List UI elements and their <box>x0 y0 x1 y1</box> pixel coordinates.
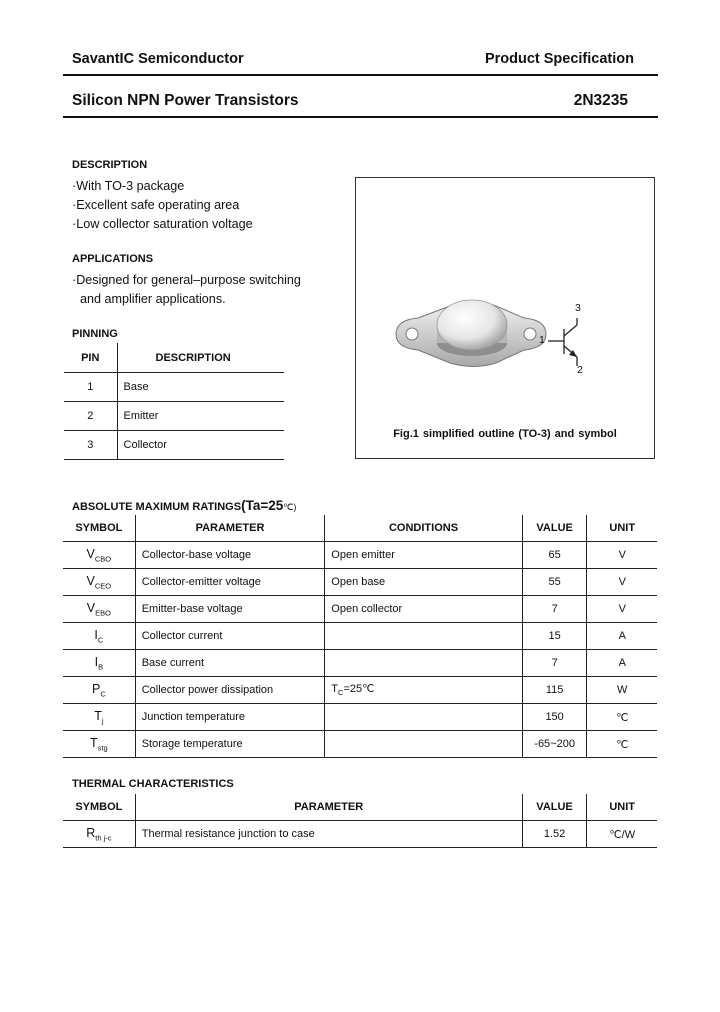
ratings-title-text: ABSOLUTE MAXIMUM RATINGS <box>72 501 242 513</box>
unit-cell: A <box>587 650 657 677</box>
condition-subscript: C <box>338 688 344 698</box>
thermal-title: THERMAL CHARACTERISTICS <box>72 778 234 790</box>
table-row <box>63 623 657 650</box>
description-list <box>72 177 253 234</box>
condition-value: =25℃ <box>343 683 375 696</box>
thermal-table <box>63 794 657 848</box>
pinning-title: PINNING <box>72 328 118 340</box>
symbol-letter: P <box>91 681 101 696</box>
col-header-value: VALUE <box>522 515 587 542</box>
product-line: Silicon NPN Power Transistors <box>72 92 299 109</box>
conditions-cell <box>325 731 522 758</box>
parameter-cell: Thermal resistance junction to case <box>135 821 522 848</box>
part-number: 2N3235 <box>573 92 628 109</box>
symbol-letter: I <box>94 627 98 642</box>
pin-description: Collector <box>117 431 284 460</box>
ratings-title <box>72 498 296 513</box>
conditions-cell <box>325 704 522 731</box>
symbol-cell <box>63 623 135 650</box>
parameter-cell: Junction temperature <box>135 704 325 731</box>
symbol-subscript: stg <box>97 743 108 753</box>
npn-symbol <box>548 318 577 366</box>
parameter-cell: Collector-emitter voltage <box>135 569 325 596</box>
symbol-letter: V <box>86 546 95 561</box>
unit-cell: W <box>587 677 657 704</box>
conditions-cell: Open emitter <box>325 542 522 569</box>
col-header-unit: UNIT <box>587 794 657 821</box>
table-row <box>63 650 657 677</box>
parameter-cell: Storage temperature <box>135 731 325 758</box>
table-row <box>63 821 657 848</box>
unit-cell: ℃/W <box>587 821 657 848</box>
symbol-letter: R <box>86 825 96 840</box>
symbol-cell <box>63 704 135 731</box>
thermal-header-row <box>63 794 657 821</box>
to3-cap <box>437 300 507 356</box>
symbol-letter: V <box>86 573 95 588</box>
symbol-subscript: j <box>101 716 104 726</box>
col-header-parameter: PARAMETER <box>135 794 522 821</box>
condition-letter: T <box>331 683 339 696</box>
applications-text <box>72 271 301 309</box>
pin-header: PIN <box>64 343 117 373</box>
value-cell: -65~200 <box>522 731 587 758</box>
symbol-subscript: C <box>100 689 106 699</box>
conditions-cell <box>325 677 522 704</box>
description-item: ·Low collector saturation voltage <box>72 217 253 231</box>
table-row <box>63 704 657 731</box>
col-header-conditions: CONDITIONS <box>325 515 522 542</box>
col-header-symbol: SYMBOL <box>63 515 135 542</box>
symbol-cell <box>63 542 135 569</box>
pinning-table <box>64 343 284 460</box>
unit-cell: V <box>587 542 657 569</box>
col-header-unit: UNIT <box>587 515 657 542</box>
applications-line: and amplifier applications. <box>80 292 226 306</box>
symbol-letter: V <box>86 600 96 615</box>
parameter-cell: Emitter-base voltage <box>135 596 325 623</box>
conditions-cell <box>325 650 522 677</box>
unit-cell: V <box>587 596 657 623</box>
parameter-cell: Collector-base voltage <box>135 542 325 569</box>
applications-line: ·Designed for general–purpose switching <box>72 273 301 287</box>
value-cell: 15 <box>522 623 587 650</box>
figure-caption: Fig.1 simplified outline (TO-3) and symbol <box>393 428 617 440</box>
unit-cell: A <box>587 623 657 650</box>
symbol-letter: T <box>90 735 98 750</box>
pin-description-header: DESCRIPTION <box>117 343 284 373</box>
symbol-letter: I <box>94 654 99 669</box>
table-row <box>64 431 284 460</box>
symbol-subscript: B <box>98 662 104 672</box>
table-row <box>63 596 657 623</box>
header-rule-bottom <box>63 116 658 118</box>
value-cell: 150 <box>522 704 587 731</box>
symbol-cell <box>63 821 135 848</box>
table-row <box>63 569 657 596</box>
table-row <box>64 402 284 431</box>
unit-cell: V <box>587 569 657 596</box>
header-rule-top <box>63 74 658 76</box>
value-cell: 1.52 <box>522 821 587 848</box>
value-cell: 65 <box>522 542 587 569</box>
to3-package-illustration <box>356 178 654 458</box>
symbol-cell <box>63 731 135 758</box>
symbol-pin1-label: 1 <box>539 334 545 346</box>
pin-number: 1 <box>64 373 117 402</box>
value-cell: 7 <box>522 650 587 677</box>
symbol-cell <box>63 596 135 623</box>
pin-description: Emitter <box>117 402 284 431</box>
symbol-letter: T <box>94 708 102 723</box>
ratings-title-condition: (Ta=25 <box>241 498 284 513</box>
value-cell: 55 <box>522 569 587 596</box>
symbol-pin3-label: 3 <box>575 302 581 314</box>
parameter-cell: Collector current <box>135 623 325 650</box>
company-name: SavantIC Semiconductor <box>72 51 244 67</box>
doc-type: Product Specification <box>484 51 634 67</box>
pinning-header-row <box>64 343 284 373</box>
value-cell: 7 <box>522 596 587 623</box>
table-row <box>63 731 657 758</box>
col-header-symbol: SYMBOL <box>63 794 135 821</box>
table-row <box>64 373 284 402</box>
pin-number: 3 <box>64 431 117 460</box>
unit-cell: ℃ <box>587 731 657 758</box>
symbol-pin2-label: 2 <box>577 364 583 376</box>
conditions-cell: Open base <box>325 569 522 596</box>
parameter-cell: Collector power dissipation <box>135 677 325 704</box>
symbol-cell <box>63 677 135 704</box>
description-item: ·With TO-3 package <box>72 179 185 193</box>
ratings-title-unit: ℃) <box>283 502 297 512</box>
table-row <box>63 542 657 569</box>
ratings-table <box>63 515 657 758</box>
symbol-cell <box>63 569 135 596</box>
symbol-subscript: C <box>97 635 104 645</box>
value-cell: 115 <box>522 677 587 704</box>
conditions-cell <box>325 623 522 650</box>
description-title: DESCRIPTION <box>72 159 148 171</box>
conditions-cell: Open collector <box>325 596 522 623</box>
symbol-subscript: CBO <box>94 554 112 564</box>
symbol-cell <box>63 650 135 677</box>
symbol-subscript: th j-c <box>95 833 112 843</box>
applications-title: APPLICATIONS <box>72 253 154 265</box>
figure-box <box>355 177 655 459</box>
symbol-subscript: CEO <box>94 581 112 591</box>
ratings-header-row <box>63 515 657 542</box>
symbol-subscript: EBO <box>95 608 111 618</box>
table-row <box>63 677 657 704</box>
pin-number: 2 <box>64 402 117 431</box>
description-item: ·Excellent safe operating area <box>72 198 240 212</box>
col-header-value: VALUE <box>522 794 587 821</box>
parameter-cell: Base current <box>135 650 325 677</box>
pin-description: Base <box>117 373 284 402</box>
unit-cell: ℃ <box>587 704 657 731</box>
col-header-parameter: PARAMETER <box>135 515 325 542</box>
